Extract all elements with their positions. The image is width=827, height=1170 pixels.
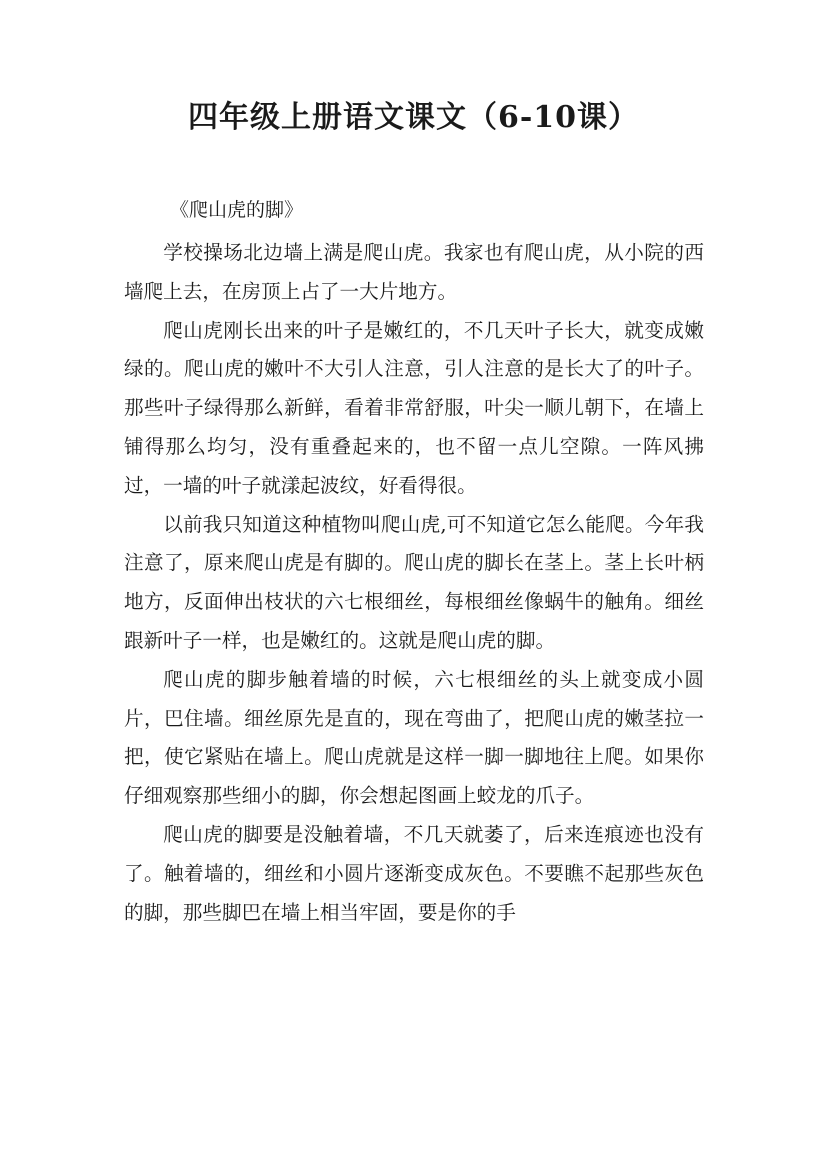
lesson-heading: 《爬山虎的脚》 [170,199,304,221]
document-body [124,234,704,932]
paragraph: 学校操场北边墙上满是爬山虎。我家也有爬山虎，从小院的西墙爬上去，在房顶上占了一大片地方。 [124,241,704,303]
paragraph: 爬山虎的脚要是没触着墙，不几天就萎了，后来连痕迹也没有了。触着墙的，细丝和小圆片逐渐变成灰色。不要瞧不起那些灰色的脚，那些脚巴在墙上相当牢固，要是你的手 [124,822,704,924]
paragraph: 爬山虎刚长出来的叶子是嫩红的，不几天叶子长大，就变成嫩绿的。爬山虎的嫩叶不大引人注意，引人注意的是长大了的叶子。那些叶子绿得那么新鲜，看着非常舒服，叶尖一顺儿朝下，在墙上铺得那么均匀，没有重叠起来的，也不留一点儿空隙。一阵风拂过，一墙的叶子就漾起波纹，好看得很。 [124,318,704,497]
paragraph: 以前我只知道这种植物叫爬山虎,可不知道它怎么能爬。今年我注意了，原来爬山虎是有脚的。爬山虎的脚长在茎上。茎上长叶柄地方，反面伸出枝状的六七根细丝，每根细丝像蜗牛的触角。细丝跟新叶子一样，也是嫩红的。这就是爬山虎的脚。 [124,512,704,652]
paragraph: 爬山虎的脚步触着墙的时候，六七根细丝的头上就变成小圆片，巴住墙。细丝原先是直的，现在弯曲了，把爬山虎的嫩茎拉一把，使它紧贴在墙上。爬山虎就是这样一脚一脚地往上爬。如果你仔细观察那些细小的脚，你会想起图画上蛟龙的爪子。 [124,667,704,808]
document-title: 四年级上册语文课文（6-10课） [187,100,640,135]
